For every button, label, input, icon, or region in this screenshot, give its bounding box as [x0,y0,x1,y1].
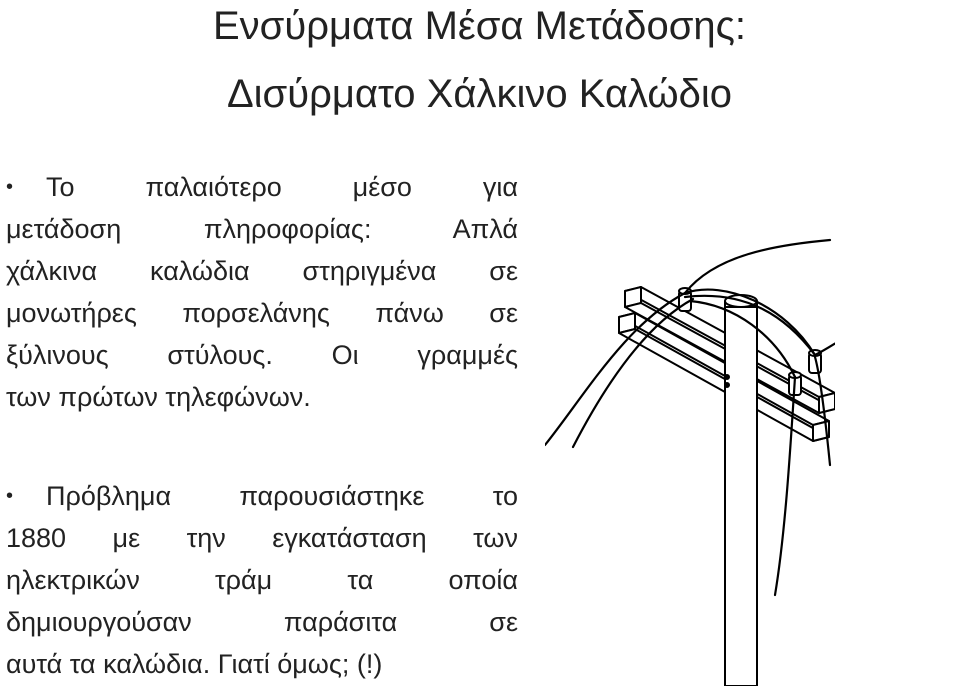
bullet-line: μονωτήρες πορσελάνης πάνω σε [6,298,518,328]
pole [725,295,757,686]
bullet-line: μετάδοση πληροφορίας: Απλά [6,214,518,244]
bullet-dot: • [6,485,14,507]
bullet-text: Πρόβλημα παρουσιάστηκε το [46,481,518,511]
bullet-line [6,166,518,208]
bullet-line: ξύλινους στύλους. Οι γραμμές [6,340,518,370]
bullet-paragraph-1 [6,166,518,418]
bullet-paragraph-2 [6,475,518,685]
bullet-line: 1880 με την εγκατάσταση των [6,523,518,553]
bullet-line: ηλεκτρικών τράμ τα οποία [6,565,518,595]
slide-title-line-1: Ενσύρματα Μέσα Μετάδοσης: [212,4,747,48]
bullet-line [6,475,518,517]
bullet-text: Το παλαιότερο μέσο για [46,172,518,202]
telephone-pole-illustration [545,235,835,686]
bullet-line: δημιουργούσαν παράσιτα σε [6,607,518,637]
bullet-dot: • [6,176,14,198]
slide-title-line-2: Δισύρματο Χάλκινο Καλώδιο [226,72,733,116]
bullet-line: των πρώτων τηλεφώνων. [6,382,311,412]
bullet-line: χάλκινα καλώδια στηριγμένα σε [6,256,518,286]
bullet-line: αυτά τα καλώδια. Γιατί όμως; (!) [6,649,383,679]
